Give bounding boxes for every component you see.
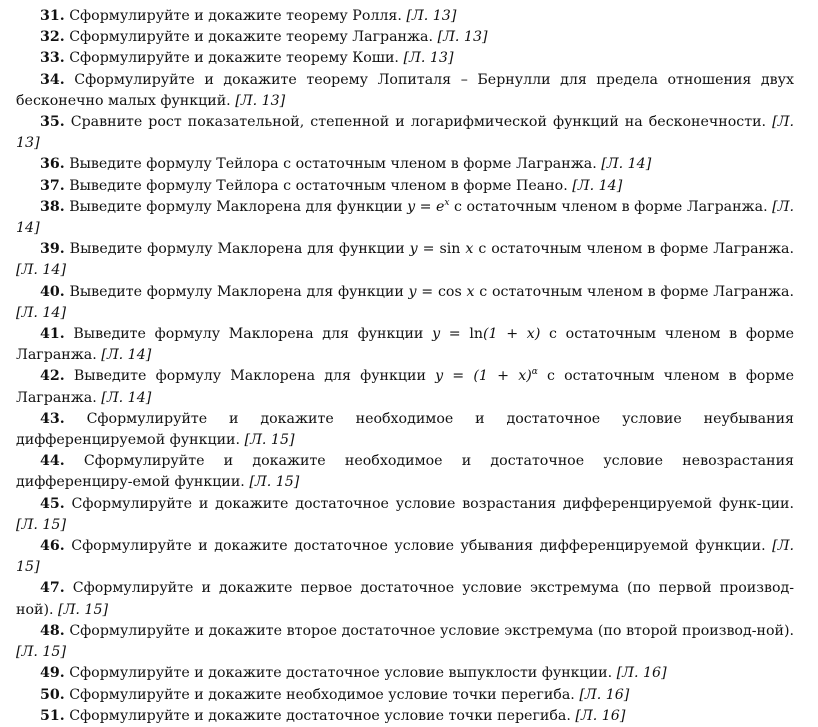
question-text: Сформулируйте и докажите достаточное условие выпуклости функции. — [69, 665, 613, 682]
question-text-pre: Выведите формулу Маклорена для функции — [69, 241, 405, 258]
question-number: 46. — [40, 538, 65, 555]
question-number: 47. — [40, 580, 65, 597]
question-number: 35. — [40, 114, 65, 131]
lecture-ref: [Л. 13] — [406, 8, 457, 24]
lecture-ref: [Л. 14] — [572, 177, 623, 194]
question-49 — [16, 663, 794, 684]
question-text: Сформулируйте и докажите второе достаточное условие экстремума (по второй производ-ной). — [69, 622, 794, 639]
question-text-pre: Выведите формулу Маклорена для функции — [69, 198, 403, 215]
question-text-post: с остаточным членом в форме Лагранжа. — [478, 241, 795, 258]
question-number: 43. — [40, 410, 65, 427]
formula: y = cos x — [408, 283, 475, 300]
lecture-ref: [Л. 15] — [16, 538, 795, 576]
lecture-ref: [Л. 14] — [101, 389, 152, 406]
question-number: 49. — [40, 665, 65, 682]
question-36 — [16, 154, 794, 175]
question-number: 51. — [40, 707, 65, 724]
question-41 — [16, 324, 794, 366]
lecture-ref: [Л. 14] — [101, 347, 152, 364]
lecture-ref: [Л. 14] — [601, 156, 652, 173]
question-text: Сформулируйте и докажите теорему Ролля. — [69, 8, 402, 24]
question-number: 37. — [40, 177, 65, 194]
question-31 — [16, 6, 794, 27]
question-text-pre: Выведите формулу Маклорена для функции — [69, 283, 404, 300]
question-text: Сформулируйте и докажите теорему Коши. — [69, 50, 399, 67]
question-32 — [16, 27, 794, 48]
lecture-ref: [Л. 16] — [579, 686, 630, 703]
question-text-post: с остаточным членом в форме Лагранжа. — [16, 368, 794, 406]
lecture-ref: [Л. 13] — [16, 114, 794, 152]
question-text: Сформулируйте и докажите необходимое и достаточное условие неубывания дифференцируемой функции. — [16, 410, 794, 449]
question-46 — [16, 536, 794, 578]
question-text-pre: Выведите формулу Маклорена для функции — [73, 368, 426, 385]
question-number: 31. — [40, 8, 65, 24]
question-number: 39. — [40, 241, 65, 258]
question-text-post: с остаточным членом в форме Лагранжа. — [454, 198, 768, 215]
formula: $y = (1 + x)^\alpha$ — [435, 367, 538, 385]
question-text: Сформулируйте и докажите необходимое и достаточное условие невозрастания дифференциру-емой функции. — [16, 453, 795, 491]
question-text: Сформулируйте и докажите теорему Лагранжа. — [69, 29, 434, 46]
question-47 — [16, 578, 794, 620]
lecture-ref: [Л. 15] — [16, 644, 67, 661]
question-text: Выведите формулу Тейлора с остаточным членом в форме Пеано. — [69, 177, 568, 194]
question-text: Сформулируйте и докажите достаточное условие убывания дифференцируемой функции. — [71, 538, 766, 555]
question-44 — [16, 451, 794, 493]
question-number: 32. — [40, 29, 65, 46]
question-39 — [16, 239, 794, 281]
lecture-ref: [Л. 13] — [235, 92, 286, 109]
formula: y = sin x — [409, 241, 474, 258]
lecture-ref: [Л. 13] — [437, 29, 488, 46]
lecture-ref: [Л. 13] — [403, 50, 454, 67]
question-number: 40. — [40, 283, 65, 300]
question-43 — [16, 409, 794, 451]
lecture-ref: [Л. 14] — [16, 304, 67, 321]
question-number: 42. — [40, 368, 65, 385]
lecture-ref: [Л. 14] — [16, 262, 67, 279]
question-number: 38. — [40, 198, 65, 215]
question-text: Сформулируйте и докажите первое достаточное условие экстремума (по первой производ-ной). — [16, 580, 795, 618]
lecture-ref: [Л. 16] — [575, 707, 626, 724]
formula: y = ln(1 + x) — [432, 326, 541, 343]
question-number: 36. — [40, 156, 65, 173]
question-number: 45. — [40, 495, 65, 512]
question-45 — [16, 494, 794, 536]
question-text: Сравните рост показательной, степенной и логарифмической функций на бесконечности. — [70, 114, 767, 131]
question-number: 44. — [40, 453, 65, 470]
question-42 — [16, 366, 794, 408]
question-48 — [16, 621, 794, 663]
lecture-ref: [Л. 15] — [249, 474, 300, 491]
question-51 — [16, 706, 794, 727]
question-35 — [16, 112, 794, 154]
question-text: Выведите формулу Тейлора с остаточным членом в форме Лагранжа. — [69, 156, 597, 173]
question-33 — [16, 48, 794, 69]
question-text: Сформулируйте и докажите теорему Лопиталя – Бернулли для предела отношения двух бесконечно малых функций. — [16, 71, 794, 109]
question-number: 50. — [40, 686, 65, 703]
question-50 — [16, 685, 794, 706]
question-text-post: с остаточным членом в форме Лагранжа. — [16, 326, 795, 364]
question-number: 48. — [40, 622, 65, 639]
lecture-ref: [Л. 14] — [16, 198, 795, 237]
lecture-ref: [Л. 15] — [58, 601, 109, 618]
question-34 — [16, 70, 794, 112]
question-number: 33. — [40, 50, 65, 67]
question-38 — [16, 197, 794, 239]
lecture-ref: [Л. 15] — [16, 516, 67, 533]
question-number: 41. — [40, 326, 65, 343]
question-number: 34. — [40, 71, 65, 88]
question-text: Сформулируйте и докажите достаточное условие возрастания дифференцируемой функ-ции. — [71, 495, 794, 512]
question-text: Сформулируйте и докажите достаточное условие точки перегиба. — [69, 707, 571, 724]
question-40 — [16, 282, 794, 324]
question-text-pre: Выведите формулу Маклорена для функции — [73, 326, 424, 343]
question-text-post: с остаточным членом в форме Лагранжа. — [479, 283, 795, 300]
question-37 — [16, 176, 794, 197]
lecture-ref: [Л. 16] — [616, 665, 667, 682]
lecture-ref: [Л. 15] — [244, 432, 295, 449]
formula: $y = e^x$ — [407, 197, 450, 215]
question-text: Сформулируйте и докажите необходимое условие точки перегиба. — [69, 686, 575, 703]
